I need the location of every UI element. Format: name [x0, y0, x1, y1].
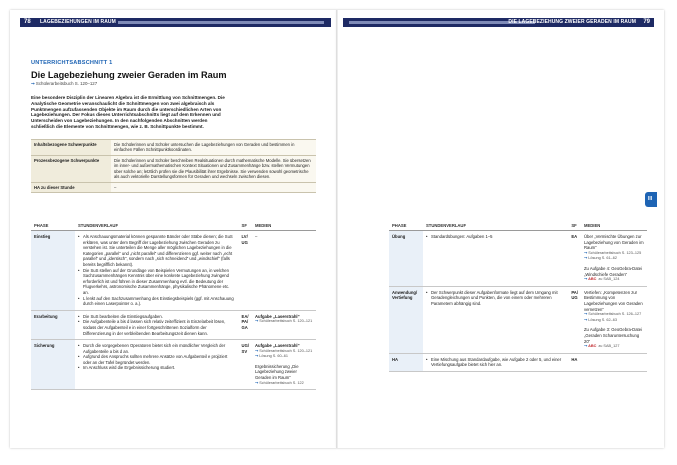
media-reference-text: Schülerarbeitsbuch S. 122: [259, 380, 304, 385]
book-spine: [336, 10, 338, 448]
course-list: [78, 314, 236, 336]
col-media: MEDIEN: [252, 221, 316, 231]
col-sf: SF: [568, 221, 581, 231]
right-running-title: DIE LAGEBEZIEHUNG ZWEIER GERADEN IM RAUM: [508, 19, 636, 25]
course-item: • L lenkt auf den Sachzusammenhang des Einstiegsbeispiels (ggf. mit Anschauung durch einen Laserpointer o. a.).: [78, 296, 236, 307]
lesson-plan-table-right: [389, 221, 647, 372]
course-cell: [75, 310, 239, 339]
lesson-plan-table-left: [31, 221, 316, 390]
media-reference-text: Schülerarbeitsbuch S. 123–125: [588, 250, 642, 255]
arrow-icon: ➞: [584, 250, 589, 255]
course-list: [426, 234, 565, 240]
web-link-text: zu SAB_127: [598, 344, 620, 349]
left-page: [10, 10, 337, 448]
phase-cell: Einstieg: [31, 231, 75, 311]
web-code-icon: ABC: [588, 344, 597, 349]
right-page-number: 79: [643, 19, 650, 25]
media-reference-text: Schülerarbeitsbuch S. 126–127: [588, 312, 642, 317]
course-list: [78, 343, 236, 371]
sf-cell: LV/ UG: [239, 231, 252, 311]
course-item: • Durch die vorgegebenen Operatoren bietet sich ein mündlicher Vergleich der Aufgabenteile a bis d an.: [78, 343, 236, 354]
phase-cell: Erarbeitung: [31, 310, 75, 339]
lesson-row: [31, 231, 316, 311]
lesson-row: [389, 231, 647, 287]
lesson-row: [389, 353, 647, 371]
right-page: [337, 10, 664, 448]
arrow-icon: ➞: [584, 312, 589, 317]
competence-row: [31, 139, 316, 155]
sf-cell: HA: [568, 353, 581, 371]
media-reference-text: Schülerarbeitsbuch S. 120–121: [259, 319, 313, 324]
course-list: [426, 290, 565, 307]
left-running-title: LAGEBEZIEHUNGEN IM RAUM: [40, 19, 116, 25]
media-reference-text: Lösung S. 62–63: [588, 317, 617, 322]
media-reference: [255, 381, 313, 387]
arrow-icon: ➞: [584, 277, 589, 282]
left-page-number: 78: [24, 19, 31, 25]
media-cell: [252, 231, 316, 311]
col-course: STUNDENVERLAUF: [75, 221, 239, 231]
arrow-icon: ➞: [255, 380, 260, 385]
media-text: Ergebnissicherung „Die Lagebeziehung zweier Geraden im Raum“: [255, 363, 299, 381]
course-list: [426, 357, 565, 368]
competence-value: –: [111, 182, 316, 193]
book-spread: [10, 10, 664, 448]
left-content: [31, 60, 311, 193]
media-cell: [581, 231, 647, 287]
competence-key: HA zu dieser Stunde: [31, 182, 111, 193]
competence-value: Die Schülerinnen und Schüler beschreiben Realsituationen durch mathematische Modelle. Sie übersetzen im inner- und außermathematischen Kontext Situationen und Zusammenhänge bzw. stellen Vermutungen über solche an; letztlich prüfen sie die Plausibilität ihrer Ergebnisse. Sie verwenden sowohl geometrische als auch vektorielle Darstellungsformen für Geraden und wechseln zwischen diesen.: [111, 155, 316, 182]
phase-cell: HA: [389, 353, 423, 371]
course-item: • Die SuS bearbeiten die Einstiegsaufgaben.: [78, 314, 236, 320]
web-code-icon: ABC: [588, 277, 597, 282]
section-tab[interactable]: [645, 192, 657, 207]
course-cell: [423, 286, 568, 353]
web-link-text: zu SAB_124: [598, 277, 620, 282]
phase-cell: Sicherung: [31, 340, 75, 390]
sf-cell: EA/ PA/ GA: [239, 310, 252, 339]
arrow-icon: ➞: [584, 344, 589, 349]
competence-row: [31, 155, 316, 182]
media-title: Aufgabe „Laserstrahl“: [255, 313, 300, 319]
media-text: Zu Aufgabe 4: GeoGebra-Datei „Windschiefe Geraden“: [584, 265, 642, 277]
right-running-head: [343, 18, 654, 27]
media-cell: [581, 353, 647, 371]
competence-value: Die Schülerinnen und Schüler untersuchen die Lagebeziehungen von Geraden und bestimmen in einfachen Fällen Schnittpunktkoordinaten.: [111, 139, 316, 155]
course-item: • Im Anschluss wird die Ergebnissicherung studiert.: [78, 365, 236, 371]
sf-cell: EA: [568, 231, 581, 287]
sf-cell: PA/ UG: [568, 286, 581, 353]
lesson-row: [389, 286, 647, 353]
title-reference: [31, 81, 294, 87]
arrow-icon: ➞: [584, 256, 589, 261]
section-label: UNTERRICHTSABSCHNITT 1: [31, 60, 113, 66]
media-reference-text: Lösung S. 60–61: [259, 354, 288, 359]
media-text: Über „Vermischte Übungen zur Lagebeziehung von Geraden im Raum“: [584, 234, 644, 251]
media-reference: [255, 319, 313, 325]
sf-cell: UG/ SV: [239, 340, 252, 390]
course-cell: [423, 231, 568, 287]
lesson-row: [31, 310, 316, 339]
web-link[interactable]: [584, 344, 644, 350]
media-text: Zu Aufgabe 3: GeoGebra-Datei „Geraden Scharuntersuchung 20“: [584, 327, 642, 344]
competence-key: Inhaltsbezogene Schwerpunkte: [31, 139, 111, 155]
course-item: • Als Anschauungsmaterial können gespannte Bänder oder Stäbe dienen; die SuS erklären, was unter dem Begriff der Lagebeziehung zwischen Geraden zu verstehen ist. Sie unterteilen die Menge aller möglichen Lagebeziehungen in die Kategorien „parallel“ und „nicht parallel“ und differenzieren ggf. weiter nach „echt parallel“ und „identisch“, sondern nach „sich schneidend“ und „windschief“ (falls bereits begrifflich bekannt).: [78, 234, 236, 268]
arrow-icon: ➞: [255, 319, 260, 324]
header-rule: [118, 21, 324, 24]
media-text: Vertiefen: „Kompetenzen zur Bestimmung von Lagebeziehungen von Geraden vernetzen“: [584, 289, 643, 312]
web-link[interactable]: [584, 277, 644, 283]
course-item: • Aufgrund des Anspruchs sollten mehrere Ansätze von Aufgabenteil e projiziert oder an der Tafel begründet werden.: [78, 354, 236, 365]
course-item: • Eine Mischung aus Standardaufgabe, wie Aufgabe 2 oder 5, und einer Vertiefungsaufgabe bietet sich hier an.: [426, 357, 565, 368]
media-title: Aufgabe „Laserstrahl“: [255, 343, 300, 349]
lesson-row: [31, 340, 316, 390]
intro-text: Eine besondere Disziplin der Linearen Algebra ist die Ermittlung von Schnittmengen. Die Analytische Geometrie veranschaulicht die Schnittmengen von zwei algebraisch als Punktmengen aufzufassenden Objekte im Raum durch die unterschiedlichen Arten von Lagebeziehungen. Der Fokus dieses Unterrichtsabschnitts liegt auf dem Erkennen und Unterscheiden von Lagebeziehungen. In den nachfolgenden Abschnitten werden schließlich die Elemente von Schnittmengen, wie z. B. Schnittpunkte bestimmt.: [31, 95, 225, 129]
course-cell: [75, 231, 239, 311]
course-list: [78, 234, 236, 307]
competence-row: [31, 182, 316, 193]
col-media: MEDIEN: [581, 221, 647, 231]
course-cell: [75, 340, 239, 390]
arrow-icon: ➞: [255, 348, 260, 353]
arrow-icon: ➞: [255, 354, 260, 359]
left-running-head: [20, 18, 331, 27]
course-item: • Der Schwerpunkt dieser Aufgabenformate liegt auf dem Umgang mit Geradengleichungen und Punkten, die von einem oder mehreren Parametern abhängig sind.: [426, 290, 565, 307]
col-course: STUNDENVERLAUF: [423, 221, 568, 231]
page-title: Die Lagebeziehung zweier Geraden im Raum: [31, 70, 227, 80]
phase-cell: Anwendung/ Vertiefung: [389, 286, 423, 353]
section-tab-label: III: [648, 196, 653, 202]
course-item: • Die SuS stellen auf der Grundlage von Beispielen Vermutungen an, in welchen Sachzusammenhängen Kenntnis über eine konkrete Lagebeziehung zwingend erforderlich ist und führen in dieser Zusammenhang evtl. die Bedeutung der Flugverkehrs, astronomische Zusammenhänge, physikalische Phänomene etc. an.: [78, 268, 236, 296]
arrow-icon: ➞: [584, 317, 589, 322]
col-sf: SF: [239, 221, 252, 231]
arrow-icon: ➞: [31, 81, 35, 86]
media-cell: [252, 340, 316, 390]
media-cell: [252, 310, 316, 339]
media-text: –: [255, 234, 258, 239]
course-cell: [423, 353, 568, 371]
col-phase: PHASE: [31, 221, 75, 231]
media-cell: [581, 286, 647, 353]
competence-key: Prozessbezogene Schwerpunkte: [31, 155, 111, 182]
title-ref-text: Schülerarbeitsbuch S. 120–127: [35, 81, 98, 86]
phase-cell: Übung: [389, 231, 423, 287]
col-phase: PHASE: [389, 221, 423, 231]
course-item: • Standardübungen: Aufgaben 1–5: [426, 234, 565, 240]
competence-table: [31, 139, 316, 194]
media-reference-text: Lösung S. 61–62: [588, 256, 617, 261]
course-item: • Die Aufgabenteile a bis d lassen sich relativ zeiteffizient in Einzelarbeit lösen, sodass der Aufgabenteil e in einer fortgeschrittenen Sozialform der Differenzierung in der verbleibenden Bearbeitungszeit dienen kann.: [78, 319, 236, 336]
media-reference-text: Schülerarbeitsbuch S. 120–121: [259, 348, 313, 353]
header-rule: [349, 21, 535, 24]
